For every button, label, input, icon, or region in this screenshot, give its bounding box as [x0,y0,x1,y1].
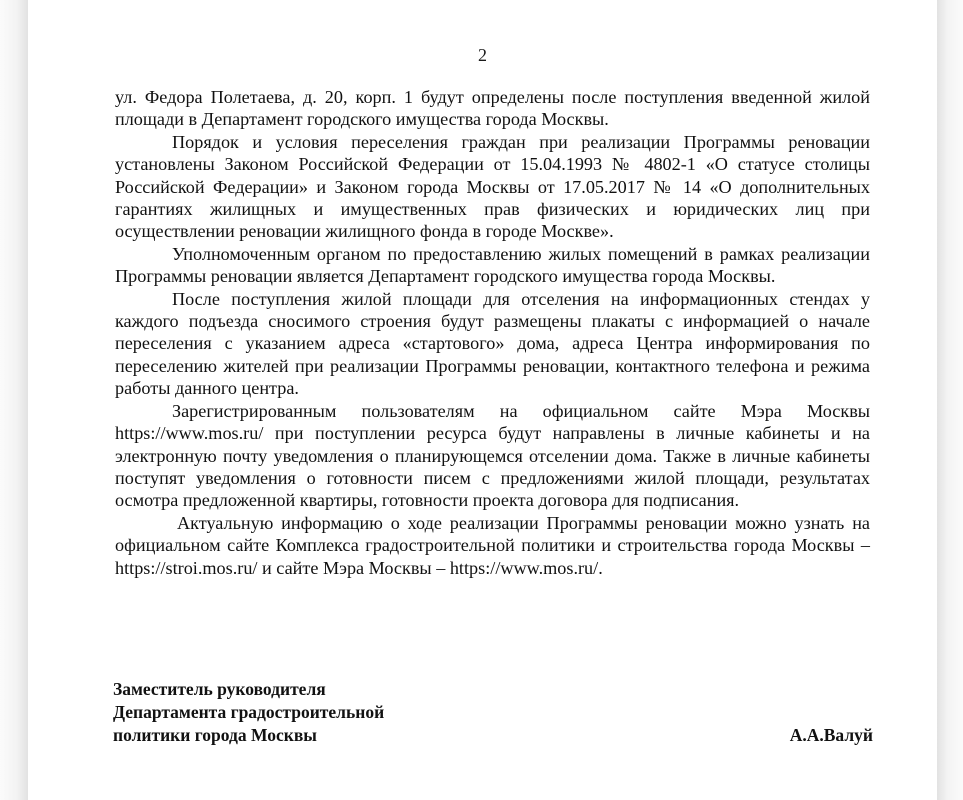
paragraph-registered-users: Зарегистрированным пользователям на официальном сайте Мэра Москвы https://www.mos.ru/ при поступлении ресурса будут направлены в личные кабинеты и на электронную почту уведомления о планирующемся отселении дома. Также в личные кабинеты поступят уведомления о готовности писем с предложениями жилой площади, результатах осмотра предложенной квартиры, готовности проекта договора для подписания. [115,400,870,511]
paragraph-authorized-body: Уполномоченным органом по предоставлению жилых помещений в рамках реализации Программы реновации является Департамент городского имущества города Москвы. [115,243,870,287]
signatory-name: А.А.Валуй [789,725,873,745]
paragraph-information-stands: После поступления жилой площади для отселения на информационных стендах у каждого подъезда сносимого строения будут размещены плакаты с информацией о начале переселения с указанием адреса «стартового» дома, адреса Центра информирования по переселению жителей при реализации Программы реновации, контактного телефона и режима работы данного центра. [115,288,870,399]
document-body [115,86,870,579]
paragraph-resettlement-procedure: Порядок и условия переселения граждан при реализации Программы реновации установлены Законом Российской Федерации от 15.04.1993 № 4802-1 «О статусе столицы Российской Федерации» и Законом города Москвы от 17.05.2017 № 14 «О дополнительных гарантиях жилищных и имущественных прав физических и юридических лиц при осуществлении реновации жилищного фонда в городе Москве». [115,131,870,242]
paragraph-continuation: ул. Федора Полетаева, д. 20, корп. 1 будут определены после поступления введенной жилой площади в Департамент городского имущества города Москвы. [115,87,870,130]
left-margin-shadow [0,0,28,800]
signature-title-line: Заместитель руководителя [113,679,326,699]
right-margin-shadow [937,0,963,800]
signature-block [113,678,873,747]
document-page [28,0,937,800]
signature-title-line: Департамента градостроительной [113,702,385,722]
signature-title-line: политики города Москвы [113,725,317,745]
paragraph-current-info: Актуальную информацию о ходе реализации Программы реновации можно узнать на официальном сайте Комплекса градостроительной политики и строительства города Москвы – https://stroi.mos.ru/ и сайте Мэра Москвы – https://www.mos.ru/. [115,512,870,578]
page-number: 2 [478,45,487,65]
